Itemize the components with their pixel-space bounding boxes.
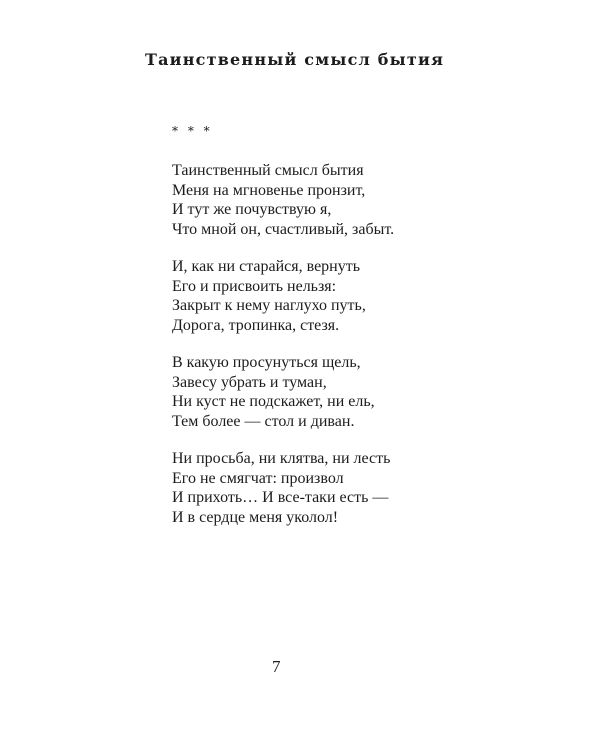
poem-line: Его и присвоить нельзя: bbox=[172, 277, 337, 295]
poem-line: Тем более — стол и диван. bbox=[172, 412, 355, 430]
poem-line: Таинственный смысл бытия bbox=[172, 162, 364, 179]
poem-line: Что мной он, счастливый, забыт. bbox=[172, 220, 395, 238]
stanza bbox=[172, 257, 472, 335]
poem-line: Его не смягчат: произвол bbox=[172, 469, 344, 487]
page-number: 7 bbox=[272, 657, 281, 676]
poem-line: И прихоть… И все-таки есть — bbox=[172, 489, 389, 506]
stanza bbox=[172, 161, 472, 239]
stanza bbox=[172, 353, 472, 431]
section-ornament: * * * bbox=[172, 124, 213, 138]
poem-line: И в сердце меня уколол! bbox=[172, 508, 339, 526]
poem-title: Таинственный смысл бытия bbox=[145, 50, 445, 69]
poem-line: И, как ни старайся, вернуть bbox=[172, 258, 361, 275]
poem-line: Меня на мгновенье пронзит, bbox=[172, 181, 366, 199]
poem-line: Ни куст не подскажет, ни ель, bbox=[172, 393, 375, 410]
poem-line: Закрыт к нему наглухо путь, bbox=[172, 297, 366, 314]
poem-line: В какую просунуться щель, bbox=[172, 354, 361, 371]
poem-line: Дорога, тропинка, стезя. bbox=[172, 316, 340, 334]
poem-line: И тут же почувствую я, bbox=[172, 201, 332, 218]
poem-line: Завесу убрать и туман, bbox=[172, 373, 327, 391]
poem-body bbox=[172, 161, 472, 545]
stanza bbox=[172, 449, 472, 527]
poem-line: Ни просьба, ни клятва, ни лесть bbox=[172, 450, 391, 467]
